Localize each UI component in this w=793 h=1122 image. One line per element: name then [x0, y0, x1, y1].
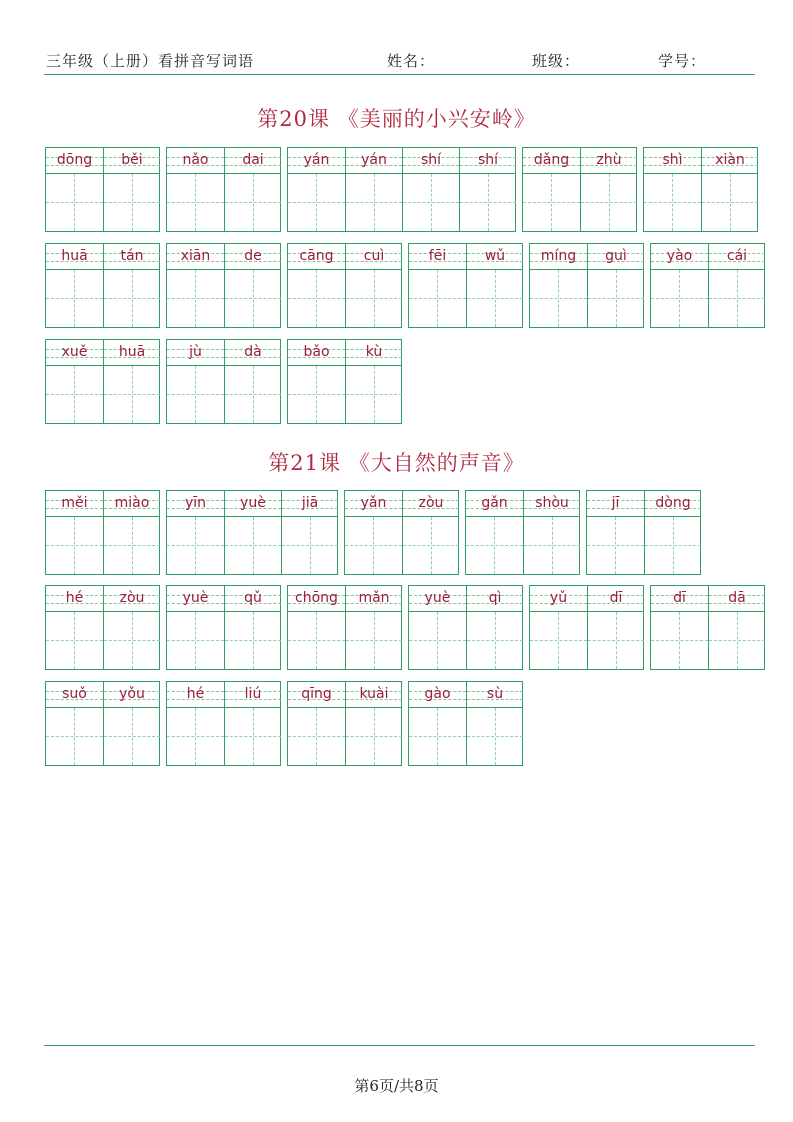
char-cell	[523, 491, 580, 574]
word-box	[344, 490, 459, 575]
char-cell	[530, 586, 587, 669]
pinyin-text: yào	[666, 248, 693, 264]
writing-square[interactable]	[288, 270, 345, 327]
char-cell	[46, 148, 103, 231]
pinyin-box	[104, 586, 160, 612]
writing-square[interactable]	[409, 612, 466, 669]
word-box	[45, 681, 160, 766]
pinyin-box	[460, 148, 516, 174]
pinyin-text: tán	[120, 248, 144, 264]
writing-square[interactable]	[651, 612, 708, 669]
pinyin-box	[346, 340, 402, 366]
pinyin-box	[225, 148, 281, 174]
writing-square[interactable]	[104, 708, 160, 765]
char-cell	[345, 148, 402, 231]
pinyin-box	[288, 586, 345, 612]
pinyin-box	[225, 340, 281, 366]
writing-square[interactable]	[588, 270, 644, 327]
char-cell	[288, 682, 345, 765]
char-cell	[46, 586, 103, 669]
writing-square[interactable]	[587, 517, 644, 574]
pinyin-box	[167, 491, 224, 517]
pinyin-box	[104, 340, 160, 366]
word-box	[650, 243, 765, 328]
char-cell	[708, 586, 765, 669]
writing-square[interactable]	[167, 517, 224, 574]
pinyin-box	[46, 340, 103, 366]
writing-square[interactable]	[346, 708, 402, 765]
pinyin-text: xuě	[61, 344, 88, 360]
word-box	[287, 585, 402, 670]
writing-square[interactable]	[460, 174, 516, 231]
writing-square[interactable]	[225, 612, 281, 669]
pinyin-box	[709, 586, 765, 612]
char-cell	[167, 340, 224, 423]
char-cell	[708, 244, 765, 327]
pinyin-box	[167, 244, 224, 270]
writing-square[interactable]	[288, 708, 345, 765]
word-box	[45, 490, 160, 575]
char-cell	[224, 340, 281, 423]
pinyin-text: sù	[486, 686, 504, 702]
word-box	[166, 339, 281, 424]
pinyin-box	[581, 148, 637, 174]
writing-square[interactable]	[467, 612, 523, 669]
writing-square[interactable]	[104, 366, 160, 423]
pinyin-box	[467, 682, 523, 708]
word-box	[287, 681, 402, 766]
writing-square[interactable]	[466, 517, 523, 574]
word-box	[586, 490, 701, 575]
word-box	[287, 339, 402, 424]
pinyin-box	[409, 586, 466, 612]
word-box	[166, 490, 338, 575]
pinyin-text: gào	[424, 686, 451, 702]
char-cell	[651, 586, 708, 669]
footer-divider	[44, 1045, 755, 1046]
char-cell	[523, 148, 580, 231]
pinyin-box	[346, 586, 402, 612]
char-cell	[409, 682, 466, 765]
pinyin-text: yuè	[182, 590, 209, 606]
writing-square[interactable]	[46, 708, 103, 765]
char-cell	[345, 244, 402, 327]
char-cell	[466, 244, 523, 327]
writing-square[interactable]	[409, 708, 466, 765]
word-box	[45, 243, 160, 328]
pinyin-box	[104, 682, 160, 708]
pinyin-box	[345, 491, 402, 517]
writing-square[interactable]	[225, 708, 281, 765]
header-divider	[44, 74, 755, 75]
char-cell	[288, 244, 345, 327]
pinyin-box	[587, 491, 644, 517]
pinyin-text: gǎn	[481, 495, 508, 511]
char-cell	[103, 244, 160, 327]
pinyin-text: huā	[118, 344, 146, 360]
char-cell	[224, 148, 281, 231]
pinyin-box	[523, 148, 580, 174]
pinyin-box	[167, 682, 224, 708]
word-box	[45, 585, 160, 670]
word-box	[408, 243, 523, 328]
writing-square[interactable]	[581, 174, 637, 231]
pinyin-text: zòu	[418, 495, 444, 511]
writing-square[interactable]	[46, 517, 103, 574]
pinyin-box	[467, 586, 523, 612]
writing-square[interactable]	[46, 270, 103, 327]
writing-square[interactable]	[403, 517, 459, 574]
char-cell	[345, 491, 402, 574]
pinyin-text: shì	[662, 152, 683, 168]
writing-square[interactable]	[346, 612, 402, 669]
lesson-20-title: 第20课 《美丽的小兴安岭》	[257, 107, 536, 131]
pinyin-text: miào	[114, 495, 150, 511]
pinyin-text: shòu	[535, 495, 569, 511]
writing-square[interactable]	[167, 270, 224, 327]
lesson-21-title: 第21课 《大自然的声音》	[268, 451, 525, 475]
pinyin-text: qīng	[301, 686, 332, 702]
writing-square[interactable]	[104, 612, 160, 669]
pinyin-box	[288, 682, 345, 708]
writing-square[interactable]	[104, 174, 160, 231]
writing-square[interactable]	[288, 612, 345, 669]
writing-square[interactable]	[167, 174, 224, 231]
pinyin-box	[346, 682, 402, 708]
writing-square[interactable]	[346, 366, 402, 423]
char-cell	[167, 586, 224, 669]
word-box	[465, 490, 580, 575]
writing-square[interactable]	[46, 174, 103, 231]
word-box	[166, 147, 281, 232]
word-box	[45, 339, 160, 424]
pinyin-box	[467, 244, 523, 270]
pinyin-text: yǒu	[119, 686, 145, 702]
pinyin-text: mǎn	[358, 590, 390, 606]
pinyin-box	[46, 148, 103, 174]
writing-square[interactable]	[104, 517, 160, 574]
pinyin-box	[225, 491, 281, 517]
pinyin-text: hé	[65, 590, 84, 606]
char-cell	[587, 491, 644, 574]
char-cell	[651, 244, 708, 327]
pinyin-box	[409, 244, 466, 270]
writing-square[interactable]	[467, 270, 523, 327]
char-cell	[224, 586, 281, 669]
pinyin-text: zhù	[596, 152, 622, 168]
pinyin-text: xiān	[180, 248, 211, 264]
char-cell	[587, 586, 644, 669]
pinyin-text: yuè	[240, 495, 266, 511]
pinyin-box	[709, 244, 765, 270]
writing-square[interactable]	[651, 270, 708, 327]
pinyin-box	[104, 244, 160, 270]
writing-square[interactable]	[409, 270, 466, 327]
pinyin-text: nǎo	[182, 152, 209, 168]
char-cell	[167, 682, 224, 765]
char-cell	[409, 586, 466, 669]
writing-square[interactable]	[46, 612, 103, 669]
pinyin-text: měi	[61, 495, 88, 511]
writing-square[interactable]	[709, 612, 765, 669]
writing-square[interactable]	[645, 517, 701, 574]
pinyin-box	[288, 340, 345, 366]
writing-square[interactable]	[288, 174, 345, 231]
char-cell	[103, 148, 160, 231]
writing-square[interactable]	[225, 174, 281, 231]
word-box	[287, 147, 516, 232]
char-cell	[46, 244, 103, 327]
char-cell	[288, 340, 345, 423]
pinyin-text: dai	[242, 152, 264, 168]
pinyin-box	[167, 340, 224, 366]
pinyin-box	[466, 491, 523, 517]
writing-square[interactable]	[346, 174, 402, 231]
char-cell	[103, 682, 160, 765]
writing-square[interactable]	[530, 612, 587, 669]
writing-square[interactable]	[225, 517, 281, 574]
char-cell	[224, 491, 281, 574]
pinyin-text: yán	[361, 152, 387, 168]
pinyin-box	[651, 586, 708, 612]
word-box	[408, 585, 523, 670]
pinyin-box	[288, 244, 345, 270]
writing-square[interactable]	[288, 366, 345, 423]
writing-square[interactable]	[588, 612, 644, 669]
word-box	[166, 243, 281, 328]
pinyin-text: de	[244, 248, 262, 264]
writing-square[interactable]	[167, 366, 224, 423]
pinyin-text: shí	[477, 152, 499, 168]
pinyin-box	[403, 148, 459, 174]
pinyin-text: shí	[420, 152, 442, 168]
char-cell	[103, 586, 160, 669]
pinyin-text: guì	[605, 248, 627, 264]
char-cell	[644, 491, 701, 574]
pinyin-text: cái	[726, 248, 748, 264]
pinyin-text: xiàn	[715, 152, 745, 168]
pinyin-box	[524, 491, 580, 517]
pinyin-box	[225, 682, 281, 708]
pinyin-text: chōng	[295, 590, 338, 606]
pinyin-text: hé	[186, 686, 205, 702]
pinyin-text: huā	[61, 248, 88, 264]
worksheet-title: 三年级（上册）看拼音写词语	[46, 52, 255, 70]
char-cell	[402, 148, 459, 231]
char-cell	[580, 148, 637, 231]
pinyin-box	[167, 586, 224, 612]
pinyin-box	[530, 244, 587, 270]
student-number-label: 学号：	[658, 52, 707, 70]
char-cell	[466, 586, 523, 669]
char-cell	[224, 244, 281, 327]
char-cell	[167, 491, 224, 574]
class-label: 班级：	[532, 52, 581, 70]
pinyin-text: wǔ	[484, 248, 506, 264]
word-box	[529, 585, 644, 670]
char-cell	[345, 586, 402, 669]
char-cell	[644, 148, 701, 231]
char-cell	[281, 491, 338, 574]
pinyin-box	[588, 586, 644, 612]
writing-square[interactable]	[46, 366, 103, 423]
pinyin-text: jiā	[301, 495, 319, 511]
pinyin-text: yīn	[184, 495, 207, 511]
pinyin-box	[403, 491, 459, 517]
word-box	[650, 585, 765, 670]
pinyin-text: fēi	[428, 248, 447, 264]
pinyin-box	[46, 491, 103, 517]
word-box	[643, 147, 758, 232]
writing-square[interactable]	[467, 708, 523, 765]
pinyin-text: dà	[244, 344, 262, 360]
pinyin-text: dǎng	[533, 152, 570, 168]
pinyin-text: yǎn	[360, 495, 387, 511]
char-cell	[103, 491, 160, 574]
page-indicator: 第6页/共8页	[354, 1077, 439, 1095]
writing-square[interactable]	[709, 270, 765, 327]
word-box	[166, 585, 281, 670]
char-cell	[701, 148, 758, 231]
writing-square[interactable]	[530, 270, 587, 327]
pinyin-text: qǔ	[244, 590, 262, 606]
char-cell	[46, 340, 103, 423]
name-label: 姓名：	[387, 52, 436, 70]
pinyin-text: liú	[244, 686, 262, 702]
pinyin-box	[702, 148, 758, 174]
char-cell	[167, 244, 224, 327]
pinyin-text: míng	[540, 248, 577, 264]
pinyin-text: suǒ	[62, 686, 87, 702]
pinyin-box	[530, 586, 587, 612]
pinyin-box	[167, 148, 224, 174]
char-cell	[402, 491, 459, 574]
pinyin-box	[282, 491, 338, 517]
pinyin-box	[644, 148, 701, 174]
pinyin-text: jù	[189, 344, 202, 360]
pinyin-box	[651, 244, 708, 270]
pinyin-box	[645, 491, 701, 517]
word-box	[45, 147, 160, 232]
writing-square[interactable]	[282, 517, 338, 574]
pinyin-box	[225, 586, 281, 612]
pinyin-text: qì	[488, 590, 502, 606]
pinyin-text: cuì	[363, 248, 385, 264]
pinyin-text: jī	[611, 495, 620, 511]
pinyin-text: cāng	[299, 248, 334, 264]
char-cell	[224, 682, 281, 765]
pinyin-box	[588, 244, 644, 270]
pinyin-text: yuè	[424, 590, 451, 606]
pinyin-box	[46, 244, 103, 270]
writing-square[interactable]	[167, 612, 224, 669]
word-box	[287, 243, 402, 328]
pinyin-text: dī	[673, 590, 686, 606]
char-cell	[409, 244, 466, 327]
writing-square[interactable]	[346, 270, 402, 327]
pinyin-text: kù	[365, 344, 383, 360]
writing-square[interactable]	[345, 517, 402, 574]
char-cell	[345, 682, 402, 765]
char-cell	[466, 682, 523, 765]
char-cell	[46, 682, 103, 765]
char-cell	[466, 491, 523, 574]
writing-square[interactable]	[523, 174, 580, 231]
word-box	[408, 681, 523, 766]
char-cell	[459, 148, 516, 231]
pinyin-box	[46, 586, 103, 612]
pinyin-box	[346, 244, 402, 270]
pinyin-text: dā	[728, 590, 746, 606]
pinyin-box	[104, 148, 160, 174]
pinyin-box	[104, 491, 160, 517]
pinyin-text: yán	[303, 152, 330, 168]
pinyin-text: dòng	[655, 495, 691, 511]
writing-square[interactable]	[225, 366, 281, 423]
writing-square[interactable]	[104, 270, 160, 327]
char-cell	[288, 586, 345, 669]
char-cell	[103, 340, 160, 423]
writing-square[interactable]	[702, 174, 758, 231]
worksheet-header	[44, 46, 754, 76]
pinyin-text: zòu	[119, 590, 145, 606]
pinyin-box	[346, 148, 402, 174]
word-box	[529, 243, 644, 328]
pinyin-text: yǔ	[549, 590, 568, 606]
word-box	[166, 681, 281, 766]
pinyin-text: kuài	[359, 686, 389, 702]
pinyin-box	[409, 682, 466, 708]
pinyin-box	[46, 682, 103, 708]
writing-square[interactable]	[524, 517, 580, 574]
char-cell	[530, 244, 587, 327]
char-cell	[46, 491, 103, 574]
char-cell	[167, 148, 224, 231]
pinyin-text: dōng	[56, 152, 93, 168]
pinyin-text: dī	[609, 590, 623, 606]
pinyin-box	[225, 244, 281, 270]
writing-square[interactable]	[225, 270, 281, 327]
char-cell	[288, 148, 345, 231]
char-cell	[587, 244, 644, 327]
writing-square[interactable]	[644, 174, 701, 231]
writing-square[interactable]	[403, 174, 459, 231]
word-box	[522, 147, 637, 232]
pinyin-box	[288, 148, 345, 174]
pinyin-text: bǎo	[303, 344, 330, 360]
writing-square[interactable]	[167, 708, 224, 765]
pinyin-text: běi	[121, 152, 143, 168]
char-cell	[345, 340, 402, 423]
